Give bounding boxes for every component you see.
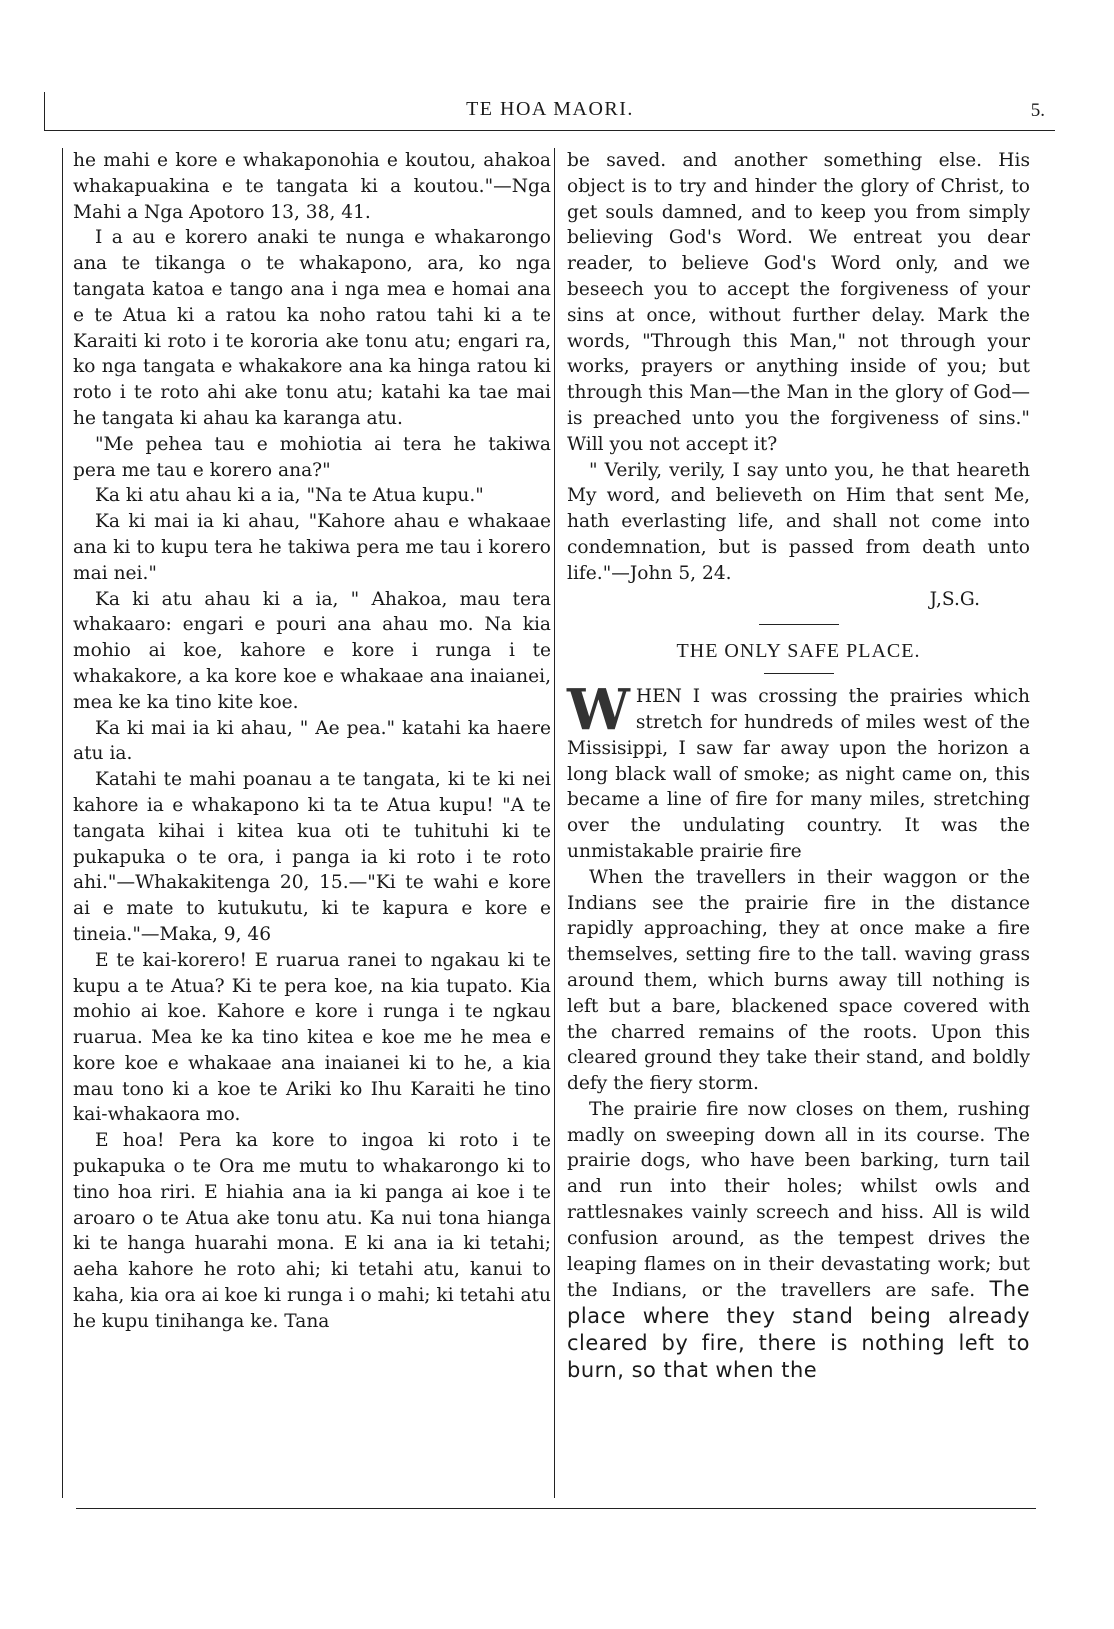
left-paragraph-2: "Me pehea tau e mohiotia ai tera he takiwa pera me tau e korero ana?" xyxy=(73,433,551,481)
signature: J,S.G. xyxy=(929,588,980,610)
left-paragraph-8: E te kai-korero! E ruarua ranei to ngakau ki te kupu a te Atua? Ki te pera koe, na kia tupato. Kia mohio ai koe. Kahore e kore i runga i te ngkau ruarua. Mea ke ka tino kitea e koe me he mea e kore koe e whakaae ana inaianei ki to he, a kia mau tono ki a koe te Ariki ko Ihu Karaiti he tino kai-whakaora mo. xyxy=(73,949,551,1126)
left-column xyxy=(62,148,551,1498)
left-paragraph-6: Ka ki mai ia ki ahau, " Ae pea." katahi ka haere atu ia. xyxy=(73,717,551,765)
right-paragraph-0: be saved. and another something else. His object is to try and hinder the glory of Christ, to get souls damned, and to keep you from simply believing God's Word. We entreat you dear reader, to believe God's Word only, and we beseech you to accept the forgiveness of your sins at once, without further delay. Mark the words, "Through this Man," not through your works, prayers or anything inside of you; but through this Man—the Man in the glory of God—is preached unto you the forgiveness of sins." Will you not accept it? xyxy=(567,150,1030,455)
right-column xyxy=(554,148,1030,1498)
article-paragraph-3-old-type: The prairie fire now closes on them, rushing madly on sweeping down all in its course. The prairie dogs, who have been barking, turn tail and run into their holes; whilst owls and rattlesnakes vainly screech and hiss. All is wild confusion around, as the tempest drives the leaping flames on in their devastating work; but the Indians, or the travellers are safe. xyxy=(567,1098,1030,1302)
left-paragraph-1: I a au e korero anaki te nunga e whakarongo ana te tikanga o te whakapono, ara, ko nga tangata katoa e tango ana i nga mea e homai ana e te Atua ki a ratou ka noho ratou tahi ki a te Karaiti ki roto i te kororia ake tonu atu; engari ra, ko nga tangata e whakakore ana ka hinga ratou ki roto i te roto ahi ake tonu atu; katahi ka tae mai he tangata ki ahau ka karanga atu. xyxy=(73,227,551,429)
page-number: 5. xyxy=(1030,100,1045,121)
dropcap-continuation: HEN xyxy=(635,686,682,708)
article-paragraph-3-modern-type: The place where they stand being already cleared by fire, there is nothing left to burn, so that when the xyxy=(567,1277,1030,1382)
left-paragraph-4: Ka ki mai ia ki ahau, "Kahore ahau e whakaae ana ki to kupu tera he takiwa pera me tau i korero mai nei." xyxy=(73,511,551,584)
left-paragraph-3: Ka ki atu ahau ki a ia, "Na te Atua kupu." xyxy=(95,485,484,507)
left-paragraph-9: E hoa! Pera ka kore to ingoa ki roto i te pukapuka o te Ora me mutu to whakarongo ki to tino hoa riri. E hiahia ana ia ki panga ai koe i te aroaro o te Atua ake tonu atu. Ka nui tona hianga ki te hanga huarahi mona. E ki ana ia ki tetahi; aeha kahore he roto ahi; ki tetahi atu, kanui to kaha, kia ora ai koe ki runga i o mahi; ki tetahi atu he kupu tinihanga ke. Tana xyxy=(73,1130,551,1332)
first-paragraph-text: I was crossing the prairies which stretch for hundreds of miles west of the Missisippi, I saw far away upon the horizon a long black wall of smoke; as night came on, this became a line of fire for many miles, stretching over the undulating country. It was the unmistakable prairie fire xyxy=(567,686,1030,862)
section-title: THE ONLY SAFE PLACE. xyxy=(676,640,921,663)
right-paragraph-1: " Verily, verily, I say unto you, he that heareth My word, and believeth on Him that sent Me, hath everlasting life, and shall not come into condemnation, but is passed from death unto life."—John 5, 24. xyxy=(567,459,1030,584)
left-paragraph-5: Ka ki atu ahau ki a ia, " Ahakoa, mau tera whakaaro: engari e pouri ana ahau mo. Na kia mohio ai koe, kahore e kore i runga i te whakakore, a ka kore koe e whakaae ana inaianei, mea ke ka tino kite koe. xyxy=(73,588,551,713)
page-header xyxy=(44,92,1055,131)
footer-rule xyxy=(76,1508,1036,1509)
article-first-paragraph xyxy=(567,677,1030,865)
title-underline xyxy=(764,673,834,674)
article-paragraph-3 xyxy=(567,1097,1030,1385)
article-paragraph-2: When the travellers in their waggon or the Indians see the prairie fire in the distance rapidly approaching, they at once make a fire themselves, setting fire to the tall. waving grass around them, which burns away till nothing is left but a bare, blackened space covered with the charred remains of the roots. Upon this cleared ground they take their stand, and boldly defy the fiery storm. xyxy=(567,866,1030,1095)
section-divider xyxy=(759,624,839,625)
page-title: TE HOA MAORI. xyxy=(466,98,634,120)
dropcap-letter: W xyxy=(567,677,630,744)
left-paragraph-0: he mahi e kore e whakaponohia e koutou, ahakoa whakapuakina e te tangata ki a koutou."—Nga Mahi a Nga Apotoro 13, 38, 41. xyxy=(73,150,551,223)
left-paragraph-7: Katahi te mahi poanau a te tangata, ki te ki nei kahore ia e whakapono ki ta te Atua kupu! "A te tangata kihai i kitea kua oti te tuhituhi ki te pukapuka o te ora, i panga ia ki roto i te roto ahi."—Whakakitenga 20, 15.—"Ki te wahi e kore ai e mate to kutukutu, ki te kapura e kore e tineia."—Maka, 9, 46 xyxy=(73,769,551,945)
